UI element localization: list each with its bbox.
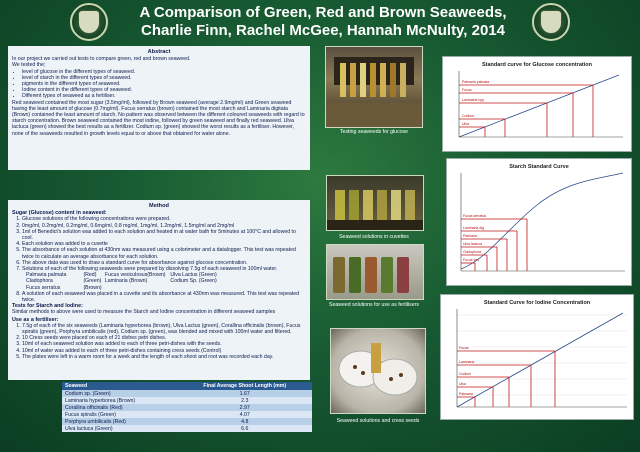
table-cell: 2.3 — [177, 397, 312, 404]
iodine-label: Ulva — [459, 382, 467, 386]
tested-item: • Different types of seaweed as a fertiliser. — [22, 93, 306, 99]
abstract-panel — [8, 46, 310, 170]
starch-label: Fucus ves — [463, 258, 479, 262]
grid-cell: Codium Sp. (Green) — [170, 278, 217, 285]
sugar-step: 4. Each solution was added to a cuvette — [22, 241, 306, 247]
starch-chart-title: Starch Standard Curve — [509, 164, 569, 170]
abstract-tested-list — [12, 69, 306, 100]
grid-cell: Ulva Lactus (Green) — [170, 272, 217, 279]
method-panel — [8, 200, 310, 380]
caption-cuvettes: Seaweed solutions in cuvettes — [339, 234, 409, 240]
iodine-standard-curve — [440, 294, 634, 420]
table-row — [62, 404, 312, 411]
table-header: Seaweed — [62, 382, 177, 390]
starch-label: Palmaria — [463, 234, 477, 238]
title-line-2: Charlie Finn, Rachel McGee, Hannah McNulty, 2014 — [141, 22, 505, 39]
grid-cell: (Brown) — [83, 284, 102, 291]
photo-cress-seeds — [330, 328, 426, 414]
starch-standard-curve — [446, 158, 632, 286]
sugar-step-8 — [12, 291, 306, 303]
iodine-chart-title: Standard Curve for Iodine Concentration — [483, 300, 591, 306]
glucose-label: Palmaria palmata — [462, 80, 490, 84]
starch-label: Ulva lactuca — [463, 242, 483, 246]
abstract-intro: In our project we carried out tests to compare green, red and brown seaweed. — [12, 56, 191, 63]
glucose-label: Fucus — [462, 88, 472, 92]
table-row — [62, 397, 312, 404]
table-cell: 6.6 — [177, 425, 312, 432]
starch-label: Cladophora — [463, 250, 482, 254]
sugar-step: 3. 1ml of Benedict's solution was added to each solution and heated in at water bath for 5minutes at 100°C and allowed to cool. — [22, 229, 306, 241]
tested-item: • level of glucose in the different types of seaweed. — [22, 69, 306, 75]
iodine-label: Codium — [459, 372, 472, 376]
table-row — [62, 411, 312, 418]
iodine-label: Laminaria — [459, 360, 475, 364]
sugar-steps — [12, 216, 306, 272]
caption-fertiliser: Seaweed solutions for use as fertilisers — [329, 302, 419, 308]
grid-cell: Laminaria (Brown) — [104, 278, 148, 285]
title-line-1: A Comparison of Green, Red and Brown Seaweeds, — [139, 4, 507, 21]
abstract-findings: Red seaweed contained the most sugar (3.5mg/ml), followed by Brown seaweed (average 2.9mg/ml) and Green seaweed having the least amount of glucose (0.7mg/ml). Fucus serratus (brown) contained the most starch and Laminaria digitata (Brown) contained the least amount of starch. No pattern was observed between the different coloured seaweeds with regard to starch concentration. Brown seaweed contained the most iodine, followed by green seaweed and finally red seaweed. Ulva lactuca (green) showed the best results as a fertilizer. Codium sp. (green) showed the worst results as a fertiliser. However, none of the seaweeds resulted in growth levels equal to or above that obtained for water alone. — [12, 99, 305, 137]
photo-glucose-test — [325, 46, 423, 128]
school-crest-left — [70, 3, 108, 41]
starch-label: Fucus serratus — [463, 214, 487, 218]
starch-text: Similar methods to above were used to measure the Starch and Iodine concentration in different seaweed samples — [12, 309, 276, 316]
photo-fertiliser-solutions — [326, 244, 424, 300]
table-cell: Ulva lactuca (Green) — [62, 425, 177, 432]
photo-cuvettes — [326, 175, 424, 231]
table-cell: Fucus spiralis (Green) — [62, 411, 177, 418]
grid-cell: Fucus serratus — [26, 284, 61, 291]
sugar-heading: Sugar (Glucose) content in seaweed: — [12, 210, 107, 217]
tested-item: • level of starch in the different types of seaweed. — [22, 75, 306, 81]
table-cell: 4.8 — [177, 418, 312, 425]
table-row — [62, 390, 312, 397]
fert-step: 2. 10 Cress seeds were placed on each of 21 dishes petri dishes. — [22, 335, 306, 341]
fert-step: 4. 10ml of water was added to each of three petri-dishes containing cress seeds (Control) — [22, 348, 306, 354]
table-cell: Codium sp. (Green) — [62, 390, 177, 397]
grid-cell: (Red) — [83, 272, 97, 279]
grid-cell: Cladophora — [26, 278, 53, 285]
grid-cell: Fucus vesiculosus(Brown) — [104, 272, 166, 279]
sugar-step: 8. A solution of each seaweed was placed in a cuvette and its absorbance at 430nm was measured. This test was repeated twice. — [22, 291, 306, 303]
table-cell: Porphyra umbilicalis (Red) — [62, 418, 177, 425]
tested-item: • Iodine content in the different types of seaweed. — [22, 87, 306, 93]
abstract-tested-label: We tested the; — [12, 62, 46, 69]
table-cell: Corallina officinalis (Red) — [62, 404, 177, 411]
sugar-step: 1. Glucose solutions of the following concentrations were prepared. — [22, 216, 306, 222]
fertiliser-steps — [12, 323, 306, 360]
sugar-step: 7. Solutions of each of the following seaweeds were prepared by dissolving 7.5g of each seaweed in 100ml water. — [22, 266, 306, 272]
seaweed-grid — [12, 272, 306, 291]
sugar-step: 5. The absorbance of each solution at 430nm was measured using a colorimeter and a datalogger. This test was repeated twice to calculate an average absorbance for each solution. — [22, 247, 306, 259]
table-cell: 2.97 — [177, 404, 312, 411]
fert-step: 3. 10ml of each seaweed solution was added to each of three petri-dishes with the seeds. — [22, 341, 306, 347]
grid-cell: Palmaria palmata — [26, 272, 67, 279]
grid-cell: (Green) — [83, 278, 102, 285]
fert-step: 5. The plates were left in a warm room for a week and the length of each shoot and root was recorded each day. — [22, 354, 306, 360]
tested-item: • pigments in the different types of seaweed. — [22, 81, 306, 87]
school-crest-right — [532, 3, 570, 41]
iodine-label: Palmaria — [459, 392, 473, 396]
table-header: Final Average Shoot Length (mm) — [177, 382, 312, 390]
iodine-chart-svg — [441, 295, 633, 419]
glucose-chart-title: Standard curve for Glucose concentration — [481, 62, 593, 68]
method-heading: Method — [149, 203, 169, 209]
table-cell: 4.07 — [177, 411, 312, 418]
table-cell: 1.67 — [177, 390, 312, 397]
results-table — [62, 382, 312, 432]
table-row — [62, 418, 312, 425]
glucose-label: Ulva — [462, 122, 470, 126]
caption-cress: Seaweed solutions and cress seeds — [336, 418, 420, 424]
fertiliser-heading: Use as a fertiliser: — [12, 316, 59, 323]
abstract-heading: Abstract — [147, 49, 171, 55]
table-cell: Laminaria hyperborea (Brown) — [62, 397, 177, 404]
caption-glucose: Testing seaweeds for glucose — [339, 129, 409, 135]
starch-heading: Tests for Starch and Iodine: — [12, 303, 83, 310]
table-row — [62, 425, 312, 432]
glucose-chart-svg — [443, 57, 631, 151]
iodine-trend-line — [457, 313, 623, 407]
poster-title — [118, 4, 528, 40]
starch-label: Laminaria dig — [463, 226, 485, 230]
iodine-label: Fucus — [459, 346, 469, 350]
sugar-step: 6. The above data was used to draw a standard curve for absorbance against glucose concentration. — [22, 260, 306, 266]
fert-step: 1. 7.5g of each of the six seaweeds (Laminaria hyperborea (brown), Ulva Lactus (green), Corallina officinalis (brown), Fucus spiralis (green), Porphyra umbilicalis (red), Codium sp. (green), was blended and mixed with 100ml water and filtered. — [22, 323, 306, 335]
sugar-step: 2. 0mg/ml, 0.2mg/ml, 0.2mg/ml, 0.6mg/ml, 0.8 mg/ml, 1mg/ml, 1.2mg/ml, 1.5mg/ml and 2mg/ml — [22, 223, 306, 229]
glucose-standard-curve — [442, 56, 632, 152]
glucose-label: Laminaria hyp — [462, 98, 484, 102]
glucose-label: Codium — [462, 114, 475, 118]
starch-chart-svg — [447, 159, 631, 285]
glucose-trend-line — [459, 75, 619, 137]
